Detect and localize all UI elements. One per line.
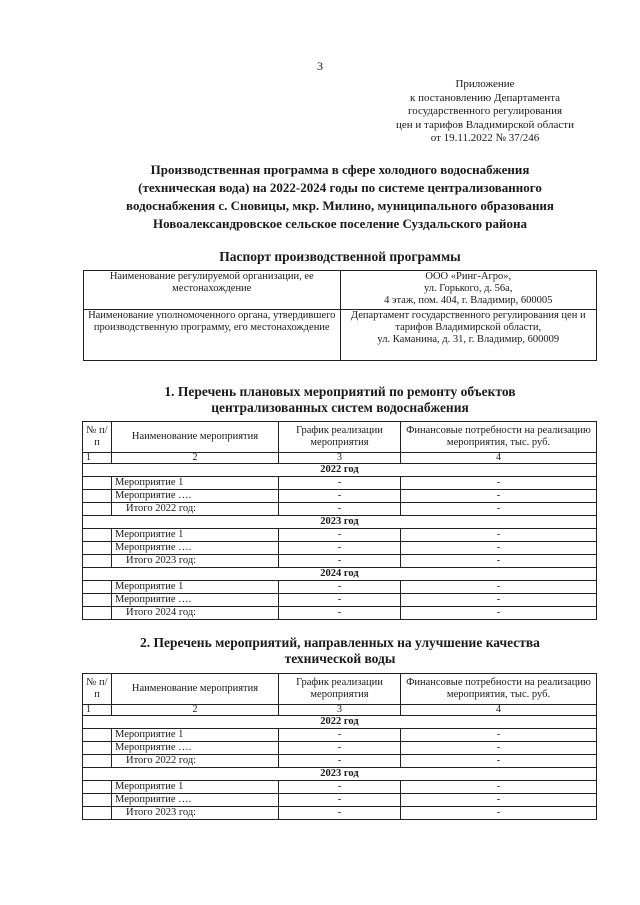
section2-heading [70,635,610,667]
col-number: 1 [83,705,112,716]
cell-dash: - [401,542,597,555]
appendix-block [360,78,610,146]
cell-dash: - [401,729,597,742]
table-row [83,729,597,742]
cell [83,729,112,742]
cell-dash: - [401,503,597,516]
cell-dash: - [279,755,401,768]
item-name: Мероприятие …. [112,490,279,503]
appendix-line: Приложение [455,78,515,90]
column-number-row [83,453,597,464]
cell-dash: - [279,742,401,755]
passport-label: Наименование уполномоченного органа, утвердившего производственную программу, его местонахождение [84,310,341,361]
col-num-header: № п/п [83,674,112,705]
cell [83,542,112,555]
table-row [83,794,597,807]
title-line: (техническая вода) на 2022-2024 годы по системе централизованного [138,180,542,195]
passport-heading: Паспорт производственной программы [219,249,461,264]
table-row [83,490,597,503]
cell-dash: - [401,607,597,620]
col-number: 4 [401,453,597,464]
cell-dash: - [401,490,597,503]
item-name: Мероприятие 1 [112,729,279,742]
year-label: 2022 год [83,464,597,477]
col-number: 3 [279,453,401,464]
col-num-header: № п/п [83,422,112,453]
total-label: Итого 2024 год: [112,607,279,620]
col-schedule-header: График реализации мероприятия [279,674,401,705]
cell-dash: - [401,555,597,568]
appendix-line: цен и тарифов Владимирской области [396,118,574,131]
heading-line: технической воды [284,651,396,666]
col-number: 2 [112,453,279,464]
col-number: 2 [112,705,279,716]
year-row [83,464,597,477]
cell [83,503,112,516]
heading-line: централизованных систем водоснабжения [211,400,469,415]
cell-dash: - [279,807,401,820]
cell-dash: - [279,594,401,607]
cell [83,607,112,620]
title-line: Производственная программа в сфере холодного водоснабжения [150,162,530,177]
table-row [84,310,597,361]
cell [83,742,112,755]
cell-dash: - [401,742,597,755]
item-name: Мероприятие …. [112,794,279,807]
cell [83,529,112,542]
document-title [70,161,610,233]
item-name: Мероприятие …. [112,742,279,755]
cell-dash: - [401,529,597,542]
cell [83,794,112,807]
passport-table [83,270,597,361]
table-row [83,529,597,542]
page-number: 3 [317,59,323,73]
table-row [83,503,597,516]
value-line: 4 этаж, пом. 404, г. Владимир, 600005 [384,295,553,306]
item-name: Мероприятие 1 [112,529,279,542]
col-number: 1 [83,453,112,464]
cell-dash: - [279,503,401,516]
table-row [83,607,597,620]
col-number: 4 [401,705,597,716]
cell-dash: - [279,477,401,490]
item-name: Мероприятие 1 [112,477,279,490]
passport-label: Наименование регулируемой организации, ее местонахождение [84,271,341,310]
cell [83,807,112,820]
appendix-line: от 19.11.2022 № 37/246 [430,132,540,144]
table-row [83,755,597,768]
cell-dash: - [401,477,597,490]
total-label: Итого 2022 год: [112,503,279,516]
item-name: Мероприятие 1 [112,781,279,794]
col-name-header: Наименование мероприятия [112,674,279,705]
cell-dash: - [401,794,597,807]
cell [83,477,112,490]
cell-dash: - [401,594,597,607]
cell-dash: - [401,807,597,820]
table-row [83,594,597,607]
year-row [83,768,597,781]
col-number: 3 [279,705,401,716]
cell-dash: - [401,781,597,794]
passport-value [340,310,597,361]
table-row [83,477,597,490]
table-header-row [83,422,597,453]
table-row [83,581,597,594]
appendix-line: государственного регулирования [407,105,563,117]
cell-dash: - [279,529,401,542]
section1-table [82,421,597,620]
item-name: Мероприятие …. [112,594,279,607]
total-label: Итого 2022 год: [112,755,279,768]
year-label: 2024 год [83,568,597,581]
table-row [83,807,597,820]
year-row [83,716,597,729]
column-number-row [83,705,597,716]
cell [83,490,112,503]
table-row [83,742,597,755]
heading-line: 2. Перечень мероприятий, направленных на улучшение качества [140,635,540,650]
col-finance-header: Финансовые потребности на реализацию мероприятия, тыс. руб. [401,422,597,453]
heading-line: 1. Перечень плановых мероприятий по ремонту объектов [164,384,516,399]
item-name: Мероприятие 1 [112,581,279,594]
col-schedule-header: График реализации мероприятия [279,422,401,453]
cell-dash: - [279,607,401,620]
table-row [83,542,597,555]
cell [83,555,112,568]
cell-dash: - [279,794,401,807]
cell-dash: - [401,581,597,594]
year-row [83,568,597,581]
cell-dash: - [279,781,401,794]
value-line: ул. Горького, д. 56а, [424,283,513,294]
value-line: Департамент государственного регулирования цен и тарифов Владимирской области, [350,310,586,333]
title-line: Новоалександровское сельское поселение Суздальского района [152,216,528,231]
year-label: 2022 год [83,716,597,729]
cell-dash: - [279,490,401,503]
total-label: Итого 2023 год: [112,807,279,820]
cell [83,781,112,794]
cell-dash: - [279,729,401,742]
item-name: Мероприятие …. [112,542,279,555]
title-line: водоснабжения с. Сновицы, мкр. Милино, муниципального образования [126,198,554,213]
cell-dash: - [279,542,401,555]
cell-dash: - [279,581,401,594]
cell-dash: - [279,555,401,568]
table-header-row [83,674,597,705]
value-line: ООО «Ринг-Агро», [425,271,512,282]
table-row [84,271,597,310]
value-line: ул. Каманина, д. 31, г. Владимир, 600009 [377,334,560,345]
year-label: 2023 год [83,516,597,529]
section2-table [82,673,597,820]
col-name-header: Наименование мероприятия [112,422,279,453]
col-finance-header: Финансовые потребности на реализацию мероприятия, тыс. руб. [401,674,597,705]
cell [83,755,112,768]
year-label: 2023 год [83,768,597,781]
table-row [83,555,597,568]
year-row [83,516,597,529]
section1-heading [70,384,610,416]
total-label: Итого 2023 год: [112,555,279,568]
cell [83,581,112,594]
cell-dash: - [401,755,597,768]
cell [83,594,112,607]
table-row [83,781,597,794]
passport-value [340,271,597,310]
appendix-line: к постановлению Департамента [409,91,561,104]
